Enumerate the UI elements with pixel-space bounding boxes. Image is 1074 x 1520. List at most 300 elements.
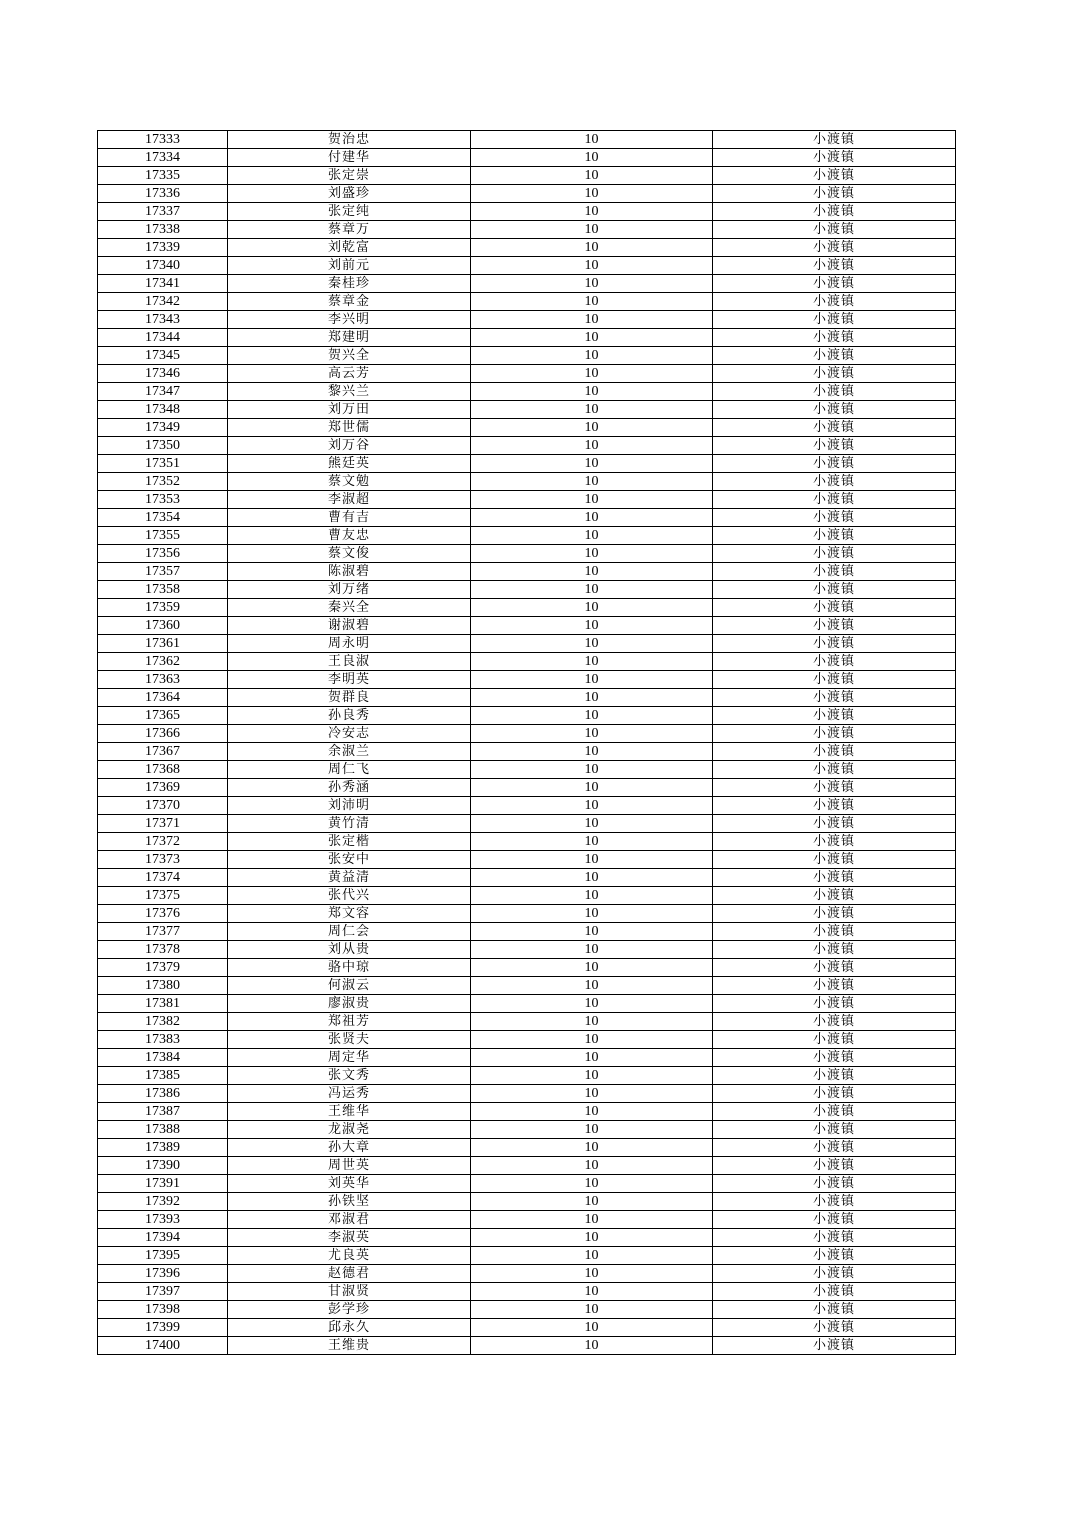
row-id-cell: 17347 — [98, 383, 228, 401]
table-row — [98, 995, 956, 1013]
amount-cell: 10 — [471, 203, 713, 221]
amount-cell: 10 — [471, 1175, 713, 1193]
amount-cell: 10 — [471, 1121, 713, 1139]
person-name-cell: 周世英 — [228, 1157, 471, 1175]
amount-cell: 10 — [471, 815, 713, 833]
person-name-cell: 刘乾富 — [228, 239, 471, 257]
person-name-cell: 李兴明 — [228, 311, 471, 329]
table-row — [98, 923, 956, 941]
town-cell: 小渡镇 — [713, 419, 956, 437]
person-name-cell: 贺治忠 — [228, 131, 471, 149]
town-cell: 小渡镇 — [713, 635, 956, 653]
town-cell: 小渡镇 — [713, 743, 956, 761]
table-row — [98, 869, 956, 887]
amount-cell: 10 — [471, 617, 713, 635]
person-name-cell: 孙秀涵 — [228, 779, 471, 797]
person-name-cell: 刘盛珍 — [228, 185, 471, 203]
table-row — [98, 383, 956, 401]
person-name-cell: 周定华 — [228, 1049, 471, 1067]
town-cell: 小渡镇 — [713, 977, 956, 995]
person-name-cell: 郑祖芳 — [228, 1013, 471, 1031]
amount-cell: 10 — [471, 689, 713, 707]
amount-cell: 10 — [471, 275, 713, 293]
person-name-cell: 秦兴全 — [228, 599, 471, 617]
table-row — [98, 707, 956, 725]
table-row — [98, 1337, 956, 1355]
person-name-cell: 王维贵 — [228, 1337, 471, 1355]
table-row — [98, 689, 956, 707]
amount-cell: 10 — [471, 1103, 713, 1121]
amount-cell: 10 — [471, 1247, 713, 1265]
town-cell: 小渡镇 — [713, 1103, 956, 1121]
amount-cell: 10 — [471, 725, 713, 743]
table-row — [98, 527, 956, 545]
row-id-cell: 17376 — [98, 905, 228, 923]
amount-cell: 10 — [471, 995, 713, 1013]
person-name-cell: 秦桂珍 — [228, 275, 471, 293]
town-cell: 小渡镇 — [713, 797, 956, 815]
amount-cell: 10 — [471, 311, 713, 329]
person-name-cell: 邓淑君 — [228, 1211, 471, 1229]
person-name-cell: 王良淑 — [228, 653, 471, 671]
person-name-cell: 孙良秀 — [228, 707, 471, 725]
amount-cell: 10 — [471, 545, 713, 563]
row-id-cell: 17351 — [98, 455, 228, 473]
amount-cell: 10 — [471, 509, 713, 527]
table-row — [98, 1085, 956, 1103]
town-cell: 小渡镇 — [713, 1085, 956, 1103]
row-id-cell: 17390 — [98, 1157, 228, 1175]
table-row — [98, 311, 956, 329]
table-row — [98, 491, 956, 509]
town-cell: 小渡镇 — [713, 995, 956, 1013]
amount-cell: 10 — [471, 707, 713, 725]
table-row — [98, 347, 956, 365]
amount-cell: 10 — [471, 347, 713, 365]
town-cell: 小渡镇 — [713, 1013, 956, 1031]
row-id-cell: 17358 — [98, 581, 228, 599]
person-name-cell: 郑文容 — [228, 905, 471, 923]
row-id-cell: 17384 — [98, 1049, 228, 1067]
person-name-cell: 郑世儒 — [228, 419, 471, 437]
person-name-cell: 骆中琼 — [228, 959, 471, 977]
amount-cell: 10 — [471, 1067, 713, 1085]
town-cell: 小渡镇 — [713, 815, 956, 833]
town-cell: 小渡镇 — [713, 545, 956, 563]
amount-cell: 10 — [471, 473, 713, 491]
town-cell: 小渡镇 — [713, 1067, 956, 1085]
person-name-cell: 蔡章金 — [228, 293, 471, 311]
table-row — [98, 1283, 956, 1301]
person-name-cell: 廖淑贵 — [228, 995, 471, 1013]
row-id-cell: 17378 — [98, 941, 228, 959]
town-cell: 小渡镇 — [713, 905, 956, 923]
amount-cell: 10 — [471, 293, 713, 311]
town-cell: 小渡镇 — [713, 203, 956, 221]
table-row — [98, 581, 956, 599]
row-id-cell: 17349 — [98, 419, 228, 437]
amount-cell: 10 — [471, 869, 713, 887]
town-cell: 小渡镇 — [713, 131, 956, 149]
town-cell: 小渡镇 — [713, 455, 956, 473]
person-name-cell: 熊廷英 — [228, 455, 471, 473]
row-id-cell: 17386 — [98, 1085, 228, 1103]
row-id-cell: 17383 — [98, 1031, 228, 1049]
person-name-cell: 尤良英 — [228, 1247, 471, 1265]
table-row — [98, 617, 956, 635]
table-row — [98, 203, 956, 221]
person-name-cell: 张代兴 — [228, 887, 471, 905]
table-row — [98, 545, 956, 563]
person-name-cell: 曹有吉 — [228, 509, 471, 527]
amount-cell: 10 — [471, 1211, 713, 1229]
town-cell: 小渡镇 — [713, 869, 956, 887]
row-id-cell: 17338 — [98, 221, 228, 239]
amount-cell: 10 — [471, 1085, 713, 1103]
town-cell: 小渡镇 — [713, 599, 956, 617]
amount-cell: 10 — [471, 1013, 713, 1031]
row-id-cell: 17399 — [98, 1319, 228, 1337]
table-row — [98, 257, 956, 275]
row-id-cell: 17391 — [98, 1175, 228, 1193]
town-cell: 小渡镇 — [713, 1031, 956, 1049]
person-name-cell: 刘沛明 — [228, 797, 471, 815]
row-id-cell: 17373 — [98, 851, 228, 869]
town-cell: 小渡镇 — [713, 941, 956, 959]
table-row — [98, 437, 956, 455]
row-id-cell: 17392 — [98, 1193, 228, 1211]
person-name-cell: 王维华 — [228, 1103, 471, 1121]
town-cell: 小渡镇 — [713, 1337, 956, 1355]
table-row — [98, 1247, 956, 1265]
row-id-cell: 17344 — [98, 329, 228, 347]
town-cell: 小渡镇 — [713, 617, 956, 635]
amount-cell: 10 — [471, 833, 713, 851]
row-id-cell: 17345 — [98, 347, 228, 365]
person-name-cell: 何淑云 — [228, 977, 471, 995]
table-row — [98, 1265, 956, 1283]
row-id-cell: 17346 — [98, 365, 228, 383]
table-row — [98, 779, 956, 797]
town-cell: 小渡镇 — [713, 383, 956, 401]
town-cell: 小渡镇 — [713, 509, 956, 527]
town-cell: 小渡镇 — [713, 779, 956, 797]
amount-cell: 10 — [471, 239, 713, 257]
amount-cell: 10 — [471, 1031, 713, 1049]
town-cell: 小渡镇 — [713, 311, 956, 329]
person-name-cell: 孙大章 — [228, 1139, 471, 1157]
table-row — [98, 1229, 956, 1247]
amount-cell: 10 — [471, 581, 713, 599]
person-name-cell: 蔡文俊 — [228, 545, 471, 563]
table-row — [98, 1103, 956, 1121]
person-name-cell: 龙淑尧 — [228, 1121, 471, 1139]
town-cell: 小渡镇 — [713, 851, 956, 869]
amount-cell: 10 — [471, 455, 713, 473]
person-name-cell: 李明英 — [228, 671, 471, 689]
table-row — [98, 401, 956, 419]
town-cell: 小渡镇 — [713, 1247, 956, 1265]
table-row — [98, 1049, 956, 1067]
town-cell: 小渡镇 — [713, 473, 956, 491]
town-cell: 小渡镇 — [713, 653, 956, 671]
table-row — [98, 743, 956, 761]
town-cell: 小渡镇 — [713, 1193, 956, 1211]
amount-cell: 10 — [471, 1193, 713, 1211]
town-cell: 小渡镇 — [713, 257, 956, 275]
town-cell: 小渡镇 — [713, 761, 956, 779]
table-row — [98, 815, 956, 833]
table-row — [98, 131, 956, 149]
town-cell: 小渡镇 — [713, 689, 956, 707]
amount-cell: 10 — [471, 1049, 713, 1067]
row-id-cell: 17362 — [98, 653, 228, 671]
row-id-cell: 17396 — [98, 1265, 228, 1283]
amount-cell: 10 — [471, 851, 713, 869]
row-id-cell: 17366 — [98, 725, 228, 743]
town-cell: 小渡镇 — [713, 437, 956, 455]
row-id-cell: 17357 — [98, 563, 228, 581]
person-name-cell: 贺群良 — [228, 689, 471, 707]
table-row — [98, 239, 956, 257]
row-id-cell: 17377 — [98, 923, 228, 941]
row-id-cell: 17374 — [98, 869, 228, 887]
roster-table-body — [98, 131, 956, 1355]
row-id-cell: 17334 — [98, 149, 228, 167]
table-row — [98, 293, 956, 311]
amount-cell: 10 — [471, 923, 713, 941]
amount-cell: 10 — [471, 743, 713, 761]
row-id-cell: 17379 — [98, 959, 228, 977]
person-name-cell: 黄益清 — [228, 869, 471, 887]
row-id-cell: 17364 — [98, 689, 228, 707]
amount-cell: 10 — [471, 563, 713, 581]
table-row — [98, 1301, 956, 1319]
town-cell: 小渡镇 — [713, 1175, 956, 1193]
person-name-cell: 周仁飞 — [228, 761, 471, 779]
town-cell: 小渡镇 — [713, 401, 956, 419]
amount-cell: 10 — [471, 779, 713, 797]
amount-cell: 10 — [471, 365, 713, 383]
town-cell: 小渡镇 — [713, 1265, 956, 1283]
person-name-cell: 冯运秀 — [228, 1085, 471, 1103]
row-id-cell: 17372 — [98, 833, 228, 851]
table-row — [98, 365, 956, 383]
table-row — [98, 221, 956, 239]
table-row — [98, 1067, 956, 1085]
person-name-cell: 高云芳 — [228, 365, 471, 383]
row-id-cell: 17397 — [98, 1283, 228, 1301]
amount-cell: 10 — [471, 167, 713, 185]
row-id-cell: 17385 — [98, 1067, 228, 1085]
town-cell: 小渡镇 — [713, 347, 956, 365]
table-row — [98, 635, 956, 653]
town-cell: 小渡镇 — [713, 1121, 956, 1139]
person-name-cell: 郑建明 — [228, 329, 471, 347]
amount-cell: 10 — [471, 599, 713, 617]
town-cell: 小渡镇 — [713, 221, 956, 239]
person-name-cell: 刘万田 — [228, 401, 471, 419]
row-id-cell: 17361 — [98, 635, 228, 653]
table-row — [98, 599, 956, 617]
town-cell: 小渡镇 — [713, 887, 956, 905]
town-cell: 小渡镇 — [713, 1229, 956, 1247]
town-cell: 小渡镇 — [713, 491, 956, 509]
person-name-cell: 刘从贵 — [228, 941, 471, 959]
amount-cell: 10 — [471, 149, 713, 167]
amount-cell: 10 — [471, 527, 713, 545]
table-row — [98, 1121, 956, 1139]
row-id-cell: 17354 — [98, 509, 228, 527]
row-id-cell: 17375 — [98, 887, 228, 905]
amount-cell: 10 — [471, 185, 713, 203]
town-cell: 小渡镇 — [713, 707, 956, 725]
row-id-cell: 17348 — [98, 401, 228, 419]
person-name-cell: 贺兴全 — [228, 347, 471, 365]
table-row — [98, 167, 956, 185]
person-name-cell: 蔡章万 — [228, 221, 471, 239]
amount-cell: 10 — [471, 671, 713, 689]
row-id-cell: 17398 — [98, 1301, 228, 1319]
row-id-cell: 17343 — [98, 311, 228, 329]
person-name-cell: 蔡文勉 — [228, 473, 471, 491]
table-row — [98, 1139, 956, 1157]
table-row — [98, 563, 956, 581]
table-row — [98, 1157, 956, 1175]
row-id-cell: 17336 — [98, 185, 228, 203]
amount-cell: 10 — [471, 887, 713, 905]
row-id-cell: 17339 — [98, 239, 228, 257]
person-name-cell: 曹友忠 — [228, 527, 471, 545]
town-cell: 小渡镇 — [713, 185, 956, 203]
person-name-cell: 黄竹清 — [228, 815, 471, 833]
town-cell: 小渡镇 — [713, 581, 956, 599]
row-id-cell: 17333 — [98, 131, 228, 149]
town-cell: 小渡镇 — [713, 923, 956, 941]
person-name-cell: 李淑超 — [228, 491, 471, 509]
table-row — [98, 653, 956, 671]
town-cell: 小渡镇 — [713, 167, 956, 185]
amount-cell: 10 — [471, 491, 713, 509]
amount-cell: 10 — [471, 1265, 713, 1283]
row-id-cell: 17394 — [98, 1229, 228, 1247]
amount-cell: 10 — [471, 419, 713, 437]
amount-cell: 10 — [471, 959, 713, 977]
amount-cell: 10 — [471, 761, 713, 779]
person-name-cell: 张文秀 — [228, 1067, 471, 1085]
row-id-cell: 17368 — [98, 761, 228, 779]
person-name-cell: 谢淑碧 — [228, 617, 471, 635]
table-row — [98, 887, 956, 905]
person-name-cell: 张贤夫 — [228, 1031, 471, 1049]
table-row — [98, 761, 956, 779]
person-name-cell: 付建华 — [228, 149, 471, 167]
row-id-cell: 17359 — [98, 599, 228, 617]
town-cell: 小渡镇 — [713, 725, 956, 743]
amount-cell: 10 — [471, 1337, 713, 1355]
person-name-cell: 赵德君 — [228, 1265, 471, 1283]
town-cell: 小渡镇 — [713, 833, 956, 851]
table-row — [98, 275, 956, 293]
town-cell: 小渡镇 — [713, 527, 956, 545]
person-name-cell: 黎兴兰 — [228, 383, 471, 401]
table-row — [98, 1319, 956, 1337]
table-row — [98, 149, 956, 167]
row-id-cell: 17355 — [98, 527, 228, 545]
town-cell: 小渡镇 — [713, 365, 956, 383]
person-name-cell: 张定纯 — [228, 203, 471, 221]
town-cell: 小渡镇 — [713, 1211, 956, 1229]
person-name-cell: 李淑英 — [228, 1229, 471, 1247]
person-name-cell: 刘万谷 — [228, 437, 471, 455]
town-cell: 小渡镇 — [713, 1283, 956, 1301]
amount-cell: 10 — [471, 329, 713, 347]
row-id-cell: 17352 — [98, 473, 228, 491]
roster-table — [97, 130, 956, 1355]
person-name-cell: 陈淑碧 — [228, 563, 471, 581]
table-row — [98, 797, 956, 815]
table-row — [98, 1193, 956, 1211]
amount-cell: 10 — [471, 1301, 713, 1319]
table-row — [98, 725, 956, 743]
town-cell: 小渡镇 — [713, 671, 956, 689]
table-row — [98, 455, 956, 473]
town-cell: 小渡镇 — [713, 1157, 956, 1175]
table-row — [98, 851, 956, 869]
person-name-cell: 张定楷 — [228, 833, 471, 851]
table-row — [98, 1211, 956, 1229]
person-name-cell: 周永明 — [228, 635, 471, 653]
row-id-cell: 17353 — [98, 491, 228, 509]
table-row — [98, 419, 956, 437]
person-name-cell: 刘万绪 — [228, 581, 471, 599]
amount-cell: 10 — [471, 1319, 713, 1337]
amount-cell: 10 — [471, 131, 713, 149]
row-id-cell: 17341 — [98, 275, 228, 293]
person-name-cell: 邱永久 — [228, 1319, 471, 1337]
town-cell: 小渡镇 — [713, 275, 956, 293]
row-id-cell: 17370 — [98, 797, 228, 815]
amount-cell: 10 — [471, 941, 713, 959]
town-cell: 小渡镇 — [713, 329, 956, 347]
town-cell: 小渡镇 — [713, 239, 956, 257]
row-id-cell: 17393 — [98, 1211, 228, 1229]
row-id-cell: 17381 — [98, 995, 228, 1013]
row-id-cell: 17340 — [98, 257, 228, 275]
amount-cell: 10 — [471, 905, 713, 923]
row-id-cell: 17363 — [98, 671, 228, 689]
table-row — [98, 977, 956, 995]
table-row — [98, 833, 956, 851]
row-id-cell: 17389 — [98, 1139, 228, 1157]
town-cell: 小渡镇 — [713, 563, 956, 581]
person-name-cell: 刘英华 — [228, 1175, 471, 1193]
person-name-cell: 孙铁坚 — [228, 1193, 471, 1211]
row-id-cell: 17337 — [98, 203, 228, 221]
table-row — [98, 509, 956, 527]
row-id-cell: 17380 — [98, 977, 228, 995]
table-row — [98, 671, 956, 689]
row-id-cell: 17395 — [98, 1247, 228, 1265]
person-name-cell: 甘淑贤 — [228, 1283, 471, 1301]
amount-cell: 10 — [471, 383, 713, 401]
town-cell: 小渡镇 — [713, 1139, 956, 1157]
row-id-cell: 17350 — [98, 437, 228, 455]
amount-cell: 10 — [471, 635, 713, 653]
table-row — [98, 941, 956, 959]
amount-cell: 10 — [471, 1157, 713, 1175]
row-id-cell: 17382 — [98, 1013, 228, 1031]
